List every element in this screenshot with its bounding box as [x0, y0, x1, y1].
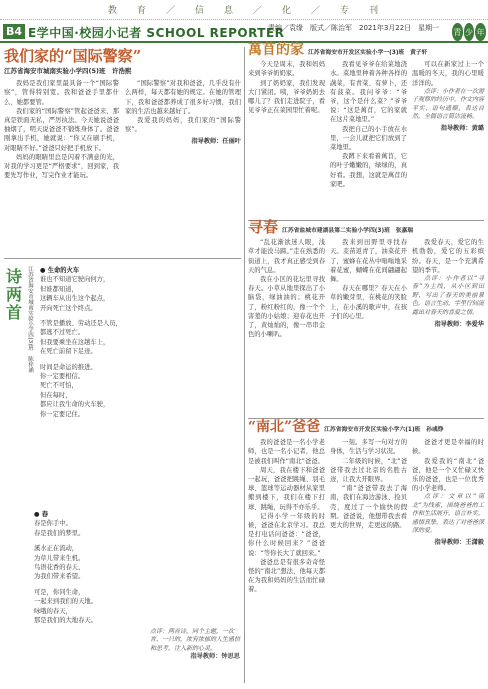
poem-line: 不管是播放、劳动还是人员，	[40, 320, 122, 328]
poem-title: ● 春	[34, 511, 48, 518]
badge-char: 青	[452, 23, 463, 41]
article-paragraph: 周天，我在楼下和爸爸一起玩，爸爸把跳绳、羽毛球、篮球等运动器材从家里搬到楼下，我们在楼下打球、跳绳，玩得不亦乐乎。	[248, 466, 325, 511]
poem-line: 为我们带来希望。	[34, 573, 85, 581]
article-paragraph: 我蹲下来看着萬苜，它的叶子嫩嫩的，绿绿的，真好看。我想，这就是萬苜的家吧。	[330, 153, 407, 188]
teacher-credit: 指导教师：王潇毅	[434, 539, 484, 547]
poem-line: 为草儿带来生机。	[34, 554, 85, 562]
poem-line: 一起来到我们的天地。	[34, 598, 97, 606]
band-char: 育	[136, 6, 148, 16]
article-paragraph: 我看见爷爷在给菜地浇水。菜地里种着各种各样的蔬菜，有青菜、有萝卜，还有菠菜。我问爷爷：“爷爷，这个是什么菜？”爷爷说：“这是萬苜，它的家就在这片菜地里。”	[330, 61, 407, 124]
page-number: B4	[3, 24, 25, 39]
badge-char: 年	[475, 23, 486, 41]
poem-line: 都应让我生命的火车驶，	[40, 401, 110, 409]
poem-title: ● 生命的火车	[40, 267, 80, 274]
article-comment: 点评：小作者在一次游子观察的经历中，作文内容平实，语句通顺，表达自然，全篇语言简洁流畅。	[412, 87, 485, 121]
teacher-credit: 指导教师：黄璐	[440, 125, 484, 133]
poem-line: 溪水正在流动，	[34, 545, 79, 553]
article-paragraph: 我来到田野里寻找春天。麦苗返青了，油菜花开了，蜜蜂在花丛中嗡嗡地采着花蜜，蝴蝶在花间翩翩起舞。	[330, 239, 407, 284]
comment-text: 点评：两首诗，同个主题，一次育、一只的，浓有浓郁的人生感悟和思考，注入新的心灵。	[150, 628, 241, 652]
teacher-credit: 指导教师：李爱华	[434, 321, 484, 329]
poetry-comment	[150, 628, 240, 662]
article-seeking-spring	[248, 218, 485, 339]
article-paragraph: “乱花渐欲迷人眼，浅草才能没马蹄。”走在熟悉的街道上，我才真正感受到春天的气息。	[248, 239, 325, 274]
poem-line: 春是你手中。	[34, 520, 72, 528]
poem-line: 你一定要记住。	[40, 410, 85, 418]
article-north-south-dad	[248, 419, 485, 595]
article-paragraph: 我爱春天，爱它的生机勃勃，爱它的五彩缤纷。春天，是一个充满希望的季节。	[412, 239, 484, 274]
article-paragraph: 一刻。多写一句对方的身体，生活与学习状况。	[330, 439, 407, 456]
poem-line: 春是我们的梦里。	[34, 529, 85, 537]
teacher-credit: 指导教师：任丽叶	[191, 138, 241, 146]
page-title: E学中国·校园小记者 SCHOOL REPORTER	[28, 26, 285, 40]
article-paragraph: 我妈是我们家里最具备一个“国际警察”，管得特别宽。我和爸爸手里都什么，她都要管。	[4, 80, 119, 106]
article-paragraph: 二年级的时候，“北”爸爸带我去过北京的名胜古迹，让我大开眼界。	[330, 457, 407, 484]
article-title: 萬苜的家	[248, 42, 304, 58]
poem-line: 但在每时，	[40, 391, 72, 399]
article-paragraph: 我爱我的妈妈，我们家的“国际警察”。	[125, 117, 241, 134]
article-comment: 点评：小作者以“寻春”为主线，从小区到田野，写出了春天的美丽景色，语言生动，字里行间流露出对春天的喜爱之情。	[412, 275, 485, 316]
poem-line: 但我要乘坐在这趟车上，	[40, 338, 110, 346]
article-comment: 点评：文章以“南北”为线索，围绕爸爸的工作和生活展开，语言朴实，感情真挚，表达了对爸爸深深的爱。	[412, 493, 485, 535]
article-paragraph: 我爱我的“南北”爸爸，他是一个又忙碌又快乐的爸爸，也是一位优秀的小学老师。	[412, 457, 484, 493]
article-paragraph: 我的爸爸是一名小学老师，也是一名小记者，他总是被我们叫作“南北”爸爸。	[248, 439, 325, 465]
band-char: 化	[282, 6, 294, 16]
poem-spring	[34, 510, 144, 625]
article-paragraph: 春天在哪里？春天在小草的嫩芽里，在桃花的笑脸上，在小溪的歌声中，在孩子们的心里。	[330, 285, 407, 320]
article-paragraph: 妈妈的眼睛里总是闪着不满意的光，对我的学习更是“严格要求”，回到家，我要先写作业，写完作业才能玩。	[4, 153, 119, 180]
article-paragraph: “国际警察”对我和爸爸，几乎没有什么两样，每天都有她的规定。在她的管理下，我和爸爸都养成了很多好习惯，我们家的生活也越来越好了。	[125, 80, 241, 115]
article-byline: 江苏省海安市城南实验小学四(5)班 许浩熙	[4, 67, 132, 75]
band-char: 刊	[369, 6, 381, 16]
poem-line: 鸟语花香的春天，	[34, 564, 85, 572]
article-paragraph: 今天是周末，我和妈妈来到爷爷奶奶家。	[248, 61, 325, 78]
article-byline: 江苏省盐城市建湖县第二实验小学四(3)班 张嘉瑞	[282, 228, 414, 234]
article-byline: 江苏省海安市开发区实验小学六(1)班 孙彧铮	[324, 427, 444, 433]
section-band	[0, 0, 488, 20]
poem-line: 这辆车从出生这个起点，	[40, 295, 110, 303]
article-title: “南北”爸爸	[248, 419, 321, 435]
band-char: ／	[311, 6, 323, 16]
poem-line: 谁也不知道它驶向何方，	[40, 276, 110, 284]
poem-line: 可是，你同生命，	[34, 588, 85, 596]
band-char: ／	[253, 6, 265, 16]
poetry-section-title: 诗两首	[6, 267, 23, 322]
poem-line: 你一定要相信。	[40, 373, 85, 381]
article-paragraph: 我在小区的花坛里寻找春天。小草从地里探出了小脑袋，绿油油的；桃花开了，粉红粉红的，像一个个害羞的小姑娘；迎春花也开了，黄灿灿的，像一串串金色的小喇叭。	[248, 276, 325, 339]
poem-line: 那是我们的大地春天。	[34, 617, 97, 625]
page-header	[0, 21, 488, 43]
youth-badge	[452, 23, 486, 41]
poem-line: 在死亡前留下足迹。	[40, 348, 97, 356]
poem-life-train	[40, 266, 145, 419]
article-international-police	[4, 47, 241, 180]
article-paragraph: 我们家的“国际警察”管起爸爸来，那真是铁面无私，严厉执法。今天她说爸爸抽烟了，明天说爸爸不锻炼身体了。爸爸刚拿出手机，她就说：“你又在刷手机，对眼睛不好。”爸爸只好把手机放下。	[4, 107, 119, 152]
issue-meta: 责编／袁缘 版式／陈治军 2021年3月22日 星期一	[268, 24, 440, 32]
article-paragraph: 记得小学一年级的时候，爸爸在北京学习。我总是打电话问爸爸：“爸爸，你什么时候回来？”爸爸说：“等你长大了就回来。”	[248, 512, 325, 557]
band-char: 信	[194, 6, 206, 16]
poem-title-text: 生命的火车	[47, 267, 80, 274]
poem-line: 都逃不过死亡。	[40, 329, 85, 337]
poem-line: 开向死亡这个终点。	[40, 304, 97, 312]
band-char: 教	[107, 6, 119, 16]
article-byline: 江苏省海安市开发区实验小学一(3)班 黄子轩	[308, 50, 428, 56]
poetry-byline	[24, 266, 33, 373]
article-paragraph: 爸爸才更是幸福的时候。	[412, 439, 484, 456]
poetry-byline-text: 江苏省海安市城南实验小学四(3)班 陈梓涵	[27, 266, 33, 373]
article-title: 寻春	[248, 218, 279, 236]
poem-line: 咏哦的春天，	[34, 607, 72, 615]
article-title: 我们家的“国际警察”	[4, 47, 142, 65]
article-paragraph: 到了奶奶家，我们发现大门紧闭。咦，爷爷奶奶去哪儿了？我们走进院子，看见爷爷正在菜园里忙着呢。	[248, 79, 325, 115]
poem-title-text: 春	[41, 511, 48, 518]
article-paragraph: 可以在新家过上一个温暖的冬天，我的心里暖洋洋的。	[412, 61, 484, 87]
article-paragraph: “南”爸爸带我去了海南，我们在海边游泳、捡贝壳，度过了一个愉快的假期。爸爸说，他想带我去看更大的世界，走更远的路。	[330, 485, 407, 530]
article-alfalfa-home	[248, 42, 485, 189]
band-char: 息	[223, 6, 235, 16]
badge-char: 少	[464, 23, 475, 41]
article-paragraph: 爸爸总是有很多奇奇怪怪的“南北”想法，他每天都在为我和妈妈的生活而忙碌着。	[248, 558, 325, 594]
teacher-credit: 指导教师：钟思思	[190, 653, 240, 661]
article-paragraph: 我把自己的小手放在水里，一会儿就把它们放到了菜地里。	[330, 125, 407, 152]
poem-line: 时间是命运的推进。	[40, 363, 97, 371]
band-char: 专	[340, 6, 352, 16]
band-char: ／	[165, 6, 177, 16]
poem-line: 死亡不可怕，	[40, 382, 78, 390]
poem-line: 但谁都知道，	[40, 285, 78, 293]
